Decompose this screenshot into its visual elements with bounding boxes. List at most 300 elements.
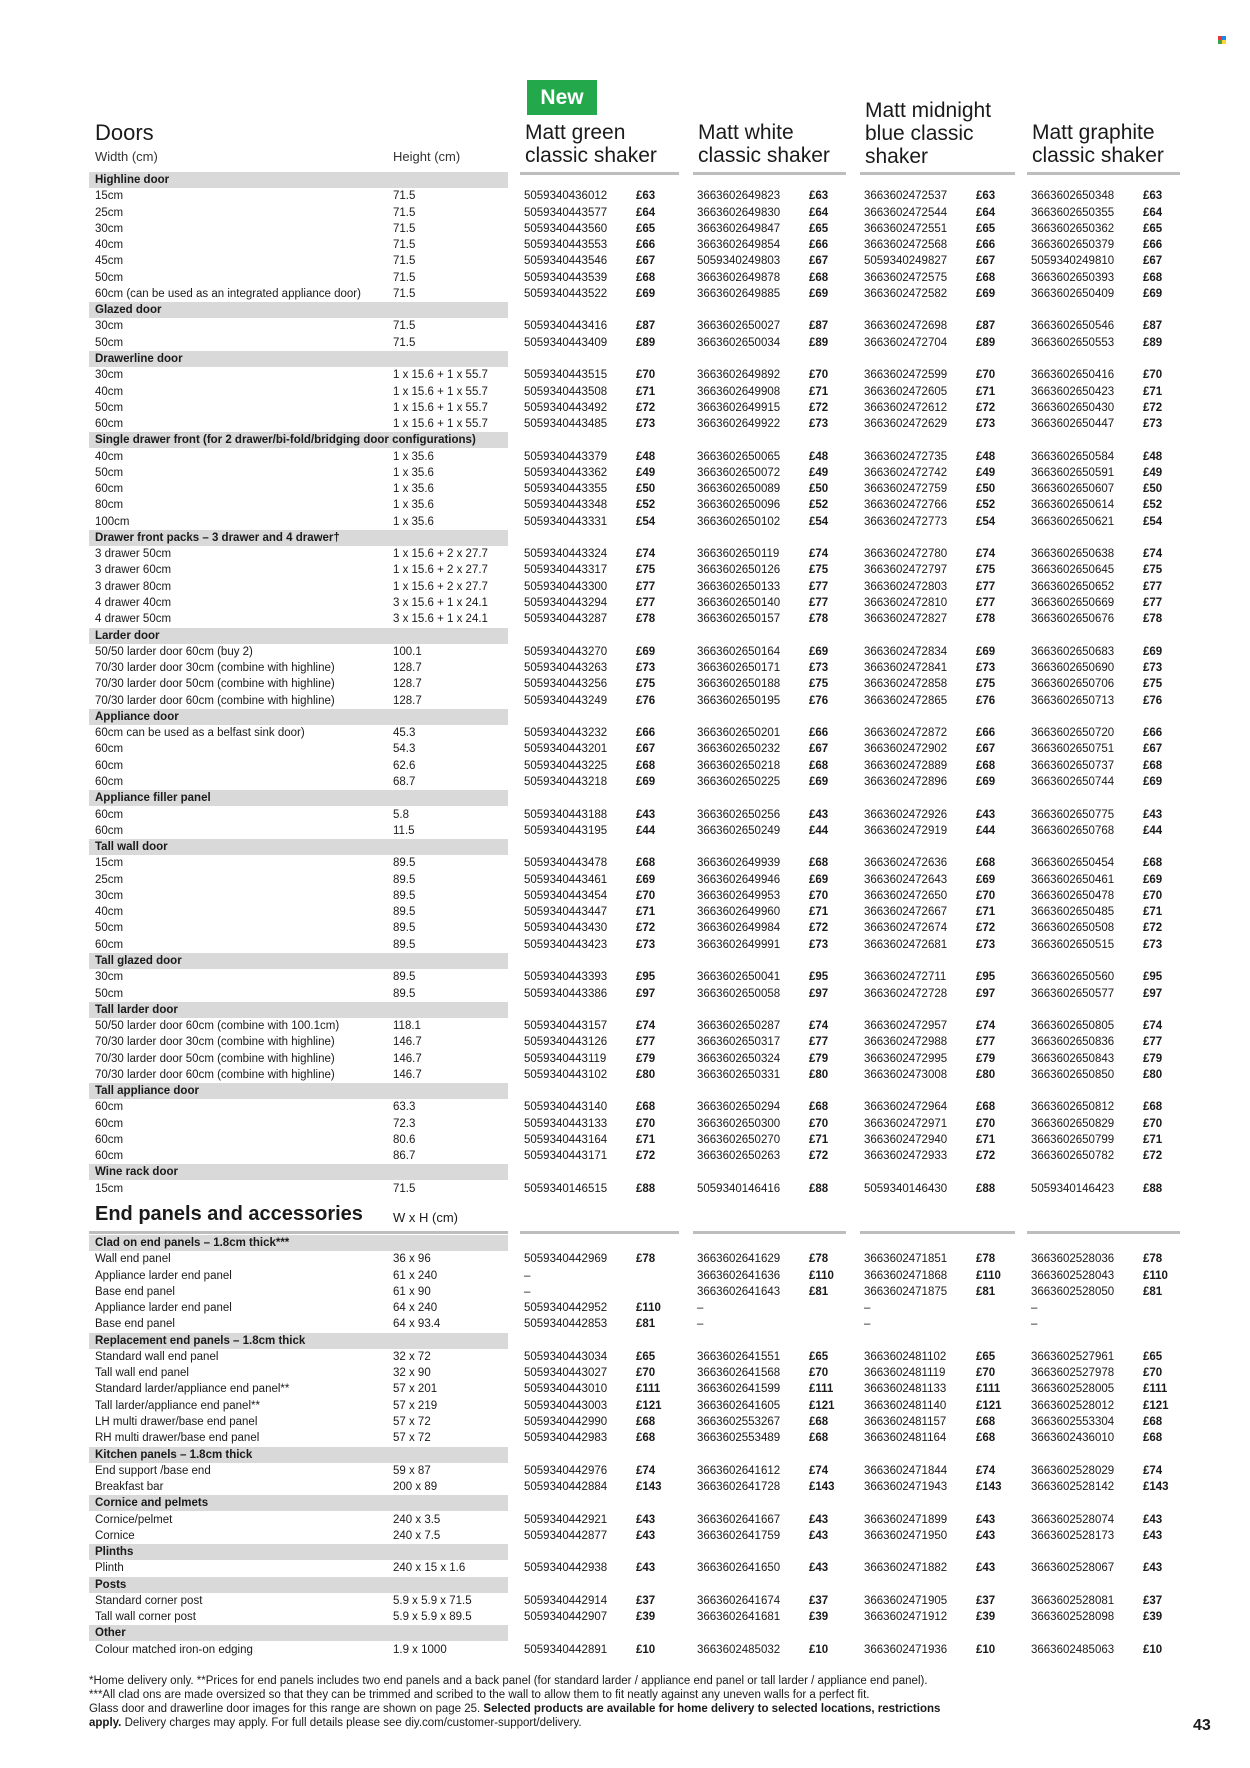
price: £95 [976,971,996,984]
price: £43 [976,1529,996,1542]
price: £69 [1143,775,1163,788]
footnote-line: ***All clad ons are made oversized so that they can be trimmed and scribed to the wall to allow them to fit neatly against any uneven walls for a perfect fit. [89,1689,870,1701]
price: £71 [809,906,829,919]
price: £43 [636,1513,656,1526]
price: £10 [809,1643,829,1656]
height-value: 146.7 [393,1036,422,1049]
price: £52 [976,499,996,512]
product-code: 3663602436010 [1031,1432,1115,1445]
table-row [0,384,1250,400]
price: £70 [636,1367,656,1380]
product-code: 3663602485032 [697,1643,781,1656]
height-value: 89.5 [393,938,416,951]
product-code: 3663602472933 [864,1150,948,1163]
product-code: 5059340443119 [524,1052,607,1065]
product-code: 3663602650287 [697,1020,781,1033]
size-label: Standard wall end panel [95,1350,219,1363]
product-code: – [1031,1302,1038,1315]
product-code: 3663602641551 [697,1350,781,1363]
product-code: 3663602650850 [1031,1068,1115,1081]
product-code: 5059340443560 [524,222,608,235]
product-code: 3663602650430 [1031,401,1115,414]
product-code: 3663602472926 [864,808,948,821]
height-value: 1 x 15.6 + 2 x 27.7 [393,580,488,593]
product-code: 3663602650614 [1031,499,1115,512]
table-row [0,1398,1250,1414]
section-header: Drawerline door [89,351,508,367]
table-row [0,400,1250,416]
product-code: 5059340249827 [864,255,948,268]
product-code: 3663602481157 [864,1415,947,1428]
price: £68 [976,1432,996,1445]
price: £48 [809,450,829,463]
price: £143 [809,1481,835,1494]
product-code: 3663602472803 [864,580,948,593]
price: £43 [976,1562,996,1575]
product-code: 5059340443256 [524,678,608,691]
price: £69 [1143,287,1163,300]
section-header: Single drawer front (for 2 drawer/bi-fold/bridging door configurations) [89,432,508,448]
size-label: Tall wall end panel [95,1367,189,1380]
price: £72 [976,401,996,414]
size-label: 40cm [95,450,124,463]
product-code: 3663602650393 [1031,271,1115,284]
price: £50 [976,483,996,496]
product-code: 3663602472766 [864,499,948,512]
product-code: 3663602472643 [864,873,948,886]
height-value: 57 x 72 [393,1415,431,1428]
height-value: 71.5 [393,1182,416,1195]
product-code: 3663602472674 [864,922,948,935]
size-label: 60cm [95,759,124,772]
price: £81 [636,1318,656,1331]
price: £39 [636,1611,656,1624]
product-code: 5059340436012 [524,190,608,203]
product-code: 5059340442877 [524,1529,608,1542]
table-row [0,969,1250,985]
table-row [0,1414,1250,1430]
product-code: 5059340443300 [524,580,608,593]
product-code: 3663602472827 [864,613,948,626]
height-value: 71.5 [393,287,416,300]
price: £111 [976,1383,1001,1396]
price: £110 [809,1269,834,1282]
section-header: Other [89,1625,508,1641]
size-label: 50cm [95,987,124,1000]
product-code: 3663602650775 [1031,808,1115,821]
product-code: 5059340443126 [524,1036,608,1049]
product-code: 5059340443461 [524,873,608,886]
product-code: 3663602471905 [864,1594,948,1607]
price: £89 [809,336,829,349]
product-code: 3663602650706 [1031,678,1115,691]
product-code: 5059340443409 [524,336,608,349]
product-code: 3663602649915 [697,401,781,414]
price: £68 [636,857,656,870]
product-code: 3663602650034 [697,336,781,349]
size-label: 4 drawer 50cm [95,613,172,626]
product-code: 3663602650232 [697,743,781,756]
product-code: 5059340443195 [524,824,608,837]
price: £121 [1143,1399,1169,1412]
product-code: 3663602472834 [864,645,948,658]
height-value: 71.5 [393,222,416,235]
product-code: 3663602650447 [1031,418,1115,431]
price: £69 [1143,645,1163,658]
product-code: 3663602472841 [864,662,948,675]
table-row [0,286,1250,302]
product-code: 3663602553489 [697,1432,781,1445]
price: £65 [1143,222,1163,235]
height-value: 1 x 15.6 + 1 x 55.7 [393,369,488,382]
price: £70 [636,369,656,382]
product-code: 3663602481102 [864,1350,947,1363]
product-code: 3663602553304 [1031,1415,1115,1428]
price: £72 [636,1150,656,1163]
size-label: 4 drawer 40cm [95,597,172,610]
size-label: 60cm [95,775,124,788]
size-label: RH multi drawer/base end panel [95,1432,260,1445]
price: £66 [976,727,996,740]
price: £72 [636,401,656,414]
product-code: 5059340443270 [524,645,608,658]
table-row [0,1099,1250,1115]
price: £73 [976,662,996,675]
table-row [0,318,1250,334]
price: £80 [1143,1068,1163,1081]
price: £97 [976,987,996,1000]
price: £68 [1143,1432,1163,1445]
price: £73 [976,418,996,431]
table-row [0,1116,1250,1132]
product-code: 5059340443447 [524,906,608,919]
table-row [0,660,1250,676]
section-header: Cornice and pelmets [89,1495,508,1511]
product-code: – [697,1302,704,1315]
section-header: Tall glazed door [89,953,508,969]
price: £81 [976,1285,996,1298]
table-row [0,497,1250,513]
height-value: 63.3 [393,1101,416,1114]
price: £50 [636,483,656,496]
price: £68 [809,857,829,870]
price: £52 [636,499,656,512]
price: £63 [976,190,996,203]
size-label: 70/30 larder door 50cm (combine with highline) [95,1052,335,1065]
section-header: Replacement end panels – 1.8cm thick [89,1333,508,1349]
section-header: Appliance filler panel [89,790,508,806]
price: £89 [1143,336,1163,349]
product-code: 3663602650737 [1031,759,1115,772]
price: £72 [809,401,829,414]
table-row [0,1067,1250,1083]
product-code: 3663602649939 [697,857,781,870]
product-code: 3663602472988 [864,1036,948,1049]
price: £80 [809,1068,829,1081]
price: £69 [1143,873,1163,886]
height-value: 45.3 [393,727,416,740]
height-value: 89.5 [393,971,416,984]
price: £68 [976,271,996,284]
price: £78 [1143,1253,1163,1266]
size-label: Cornice [95,1529,135,1542]
height-value: 68.7 [393,775,416,788]
price: £37 [809,1594,829,1607]
size-label: 50/50 larder door 60cm (combine with 100.1cm) [95,1020,340,1033]
price: £143 [976,1481,1002,1494]
product-code: 5059340443492 [524,401,608,414]
product-code: 3663602650270 [697,1133,781,1146]
price: £48 [1143,450,1163,463]
table-row [0,855,1250,871]
product-code: 3663602650362 [1031,222,1115,235]
column-rule [860,1231,1015,1234]
price: £75 [809,564,829,577]
price: £68 [976,857,996,870]
product-code: 5059340443454 [524,889,608,902]
price: £68 [1143,271,1163,284]
price: £78 [809,613,829,626]
price: £97 [636,987,656,1000]
table-row [0,823,1250,839]
product-code: 3663602650515 [1031,938,1115,951]
product-code: 3663602472704 [864,336,948,349]
height-value: 54.3 [393,743,416,756]
product-code: 3663602472971 [864,1117,948,1130]
price: £70 [809,1117,829,1130]
product-code: 3663602471851 [864,1253,948,1266]
price: £76 [809,694,829,707]
price: £97 [1143,987,1163,1000]
table-row [0,807,1250,823]
section-header: Drawer front packs – 3 drawer and 4 drawer† [89,530,508,546]
product-code: 3663602650171 [697,662,781,675]
price: £111 [809,1383,834,1396]
price: £110 [1143,1269,1168,1282]
height-value: 57 x 219 [393,1399,438,1412]
product-code: 5059340442990 [524,1415,608,1428]
price: £68 [1143,1415,1163,1428]
height-value: 1 x 35.6 [393,515,434,528]
price: £97 [809,987,829,1000]
price: £87 [976,320,996,333]
product-code: 3663602641650 [697,1562,781,1575]
price: £66 [1143,727,1163,740]
product-code: – [1031,1318,1038,1331]
product-code: 3663602472711 [864,971,947,984]
size-label: 70/30 larder door 30cm (combine with highline) [95,1036,335,1049]
price: £65 [809,222,829,235]
height-value: 146.7 [393,1068,422,1081]
price: £74 [636,1464,656,1477]
product-code: 3663602472650 [864,889,948,902]
price: £75 [976,678,996,691]
size-label: 60cm [95,1133,124,1146]
section-header: Clad on end panels – 1.8cm thick*** [89,1235,508,1251]
table-row [0,221,1250,237]
price: £95 [809,971,829,984]
table-row [0,758,1250,774]
price: £71 [809,1133,829,1146]
product-code: 3663602650621 [1031,515,1115,528]
height-value: 1 x 15.6 + 1 x 55.7 [393,401,488,414]
height-label: Height (cm) [393,149,461,164]
price: £71 [976,1133,996,1146]
price: £121 [809,1399,835,1412]
product-code: 3663602472858 [864,678,948,691]
price: £73 [809,662,829,675]
price: £72 [809,922,829,935]
product-code: 5059340443157 [524,1020,608,1033]
price: £121 [636,1399,662,1412]
product-code: – [864,1318,871,1331]
size-label: 15cm [95,857,124,870]
price: £49 [1143,466,1163,479]
height-value: 36 x 96 [393,1253,431,1266]
product-code: 3663602641667 [697,1513,781,1526]
height-value: 1 x 15.6 + 1 x 55.7 [393,418,488,431]
size-label: 3 drawer 50cm [95,548,172,561]
section-header: Appliance door [89,709,508,725]
product-code: 3663602472551 [864,222,948,235]
price: £66 [976,239,996,252]
price: £70 [976,1117,996,1130]
price: £48 [636,450,656,463]
product-code: 3663602472537 [864,190,948,203]
price: £77 [1143,580,1163,593]
new-badge: New [527,80,597,115]
size-label: 60cm [95,743,124,756]
price: £68 [1143,759,1163,772]
table-row [0,465,1250,481]
table-row [0,449,1250,465]
price: £72 [976,922,996,935]
price: £69 [976,873,996,886]
product-code: 5059340442921 [524,1513,608,1526]
height-value: 72.3 [393,1117,416,1130]
column-header-line: classic shaker [698,144,830,167]
height-value: 61 x 240 [393,1269,438,1282]
product-code: 3663602528067 [1031,1562,1115,1575]
table-row [0,986,1250,1002]
height-value: 86.7 [393,1150,416,1163]
price: £37 [1143,1594,1163,1607]
height-value: 71.5 [393,271,416,284]
column-rule [89,1231,508,1234]
product-code: 3663602650676 [1031,613,1115,626]
price: £10 [976,1643,996,1656]
price: £75 [1143,564,1163,577]
product-code: 3663602649878 [697,271,781,284]
size-label: 50/50 larder door 60cm (buy 2) [95,645,253,658]
product-code: 5059340443355 [524,483,608,496]
product-code: 5059340443362 [524,466,608,479]
price: £39 [809,1611,829,1624]
price: £77 [1143,597,1163,610]
price: £39 [976,1611,996,1624]
price: £81 [809,1285,829,1298]
table-row [0,1034,1250,1050]
product-code: 3663602650409 [1031,287,1115,300]
table-row [0,335,1250,351]
price: £65 [976,222,996,235]
price: £67 [636,743,656,756]
height-value: 71.5 [393,206,416,219]
height-value: 240 x 7.5 [393,1529,441,1542]
product-code: 5059340443546 [524,255,608,268]
price: £71 [1143,906,1163,919]
size-label: 50cm [95,466,124,479]
price: £69 [976,645,996,658]
product-code: 5059340443218 [524,775,608,788]
price: £65 [976,1350,996,1363]
product-code: 3663602650249 [697,824,781,837]
price: £43 [809,1529,829,1542]
product-code: 5059340443164 [524,1133,608,1146]
product-code: 3663602650713 [1031,694,1115,707]
column-header-line: shaker [865,145,929,168]
price: £76 [1143,694,1163,707]
product-code: 3663602650188 [697,678,781,691]
table-row [0,1284,1250,1300]
product-code: 3663602472902 [864,743,948,756]
price: £111 [1143,1383,1168,1396]
product-code: 5059340443188 [524,808,608,821]
product-code: 3663602650461 [1031,873,1115,886]
height-value: 71.5 [393,320,416,333]
column-header-line: blue classic [865,122,974,145]
size-label: Tall larder/appliance end panel** [95,1399,260,1412]
table-row [0,1593,1250,1609]
product-code: 5059340442976 [524,1464,608,1477]
price: £67 [976,255,996,268]
product-code: 5059340443515 [524,369,608,382]
size-label: 45cm [95,255,124,268]
price: £73 [976,938,996,951]
column-rule [520,1231,679,1234]
product-code: 3663602472940 [864,1133,948,1146]
price: £71 [636,385,656,398]
product-code: 3663602528173 [1031,1529,1115,1542]
price: £79 [1143,1052,1163,1065]
height-value: 128.7 [393,678,422,691]
size-label: 60cm [95,1101,124,1114]
size-label: 60cm [95,483,124,496]
price: £70 [1143,889,1163,902]
product-code: 5059340443379 [524,450,608,463]
section-header: Posts [89,1577,508,1593]
product-code: 5059340443232 [524,727,608,740]
product-code: 3663602472780 [864,548,948,561]
height-value: 89.5 [393,987,416,1000]
product-code: 3663602650348 [1031,190,1115,203]
price: £74 [1143,1464,1163,1477]
price: £68 [976,1415,996,1428]
product-code: 3663602472728 [864,987,948,1000]
price: £70 [809,1367,829,1380]
price: £75 [976,564,996,577]
product-code: 3663602649984 [697,922,781,935]
product-code: 3663602528050 [1031,1285,1115,1298]
price: £77 [636,597,656,610]
price: £88 [636,1182,656,1195]
size-label: 60cm [95,1117,124,1130]
price: £77 [976,597,996,610]
price: £78 [636,613,656,626]
price: £71 [976,385,996,398]
height-value: 1.9 x 1000 [393,1643,447,1656]
product-code: 5059340442884 [524,1481,608,1494]
